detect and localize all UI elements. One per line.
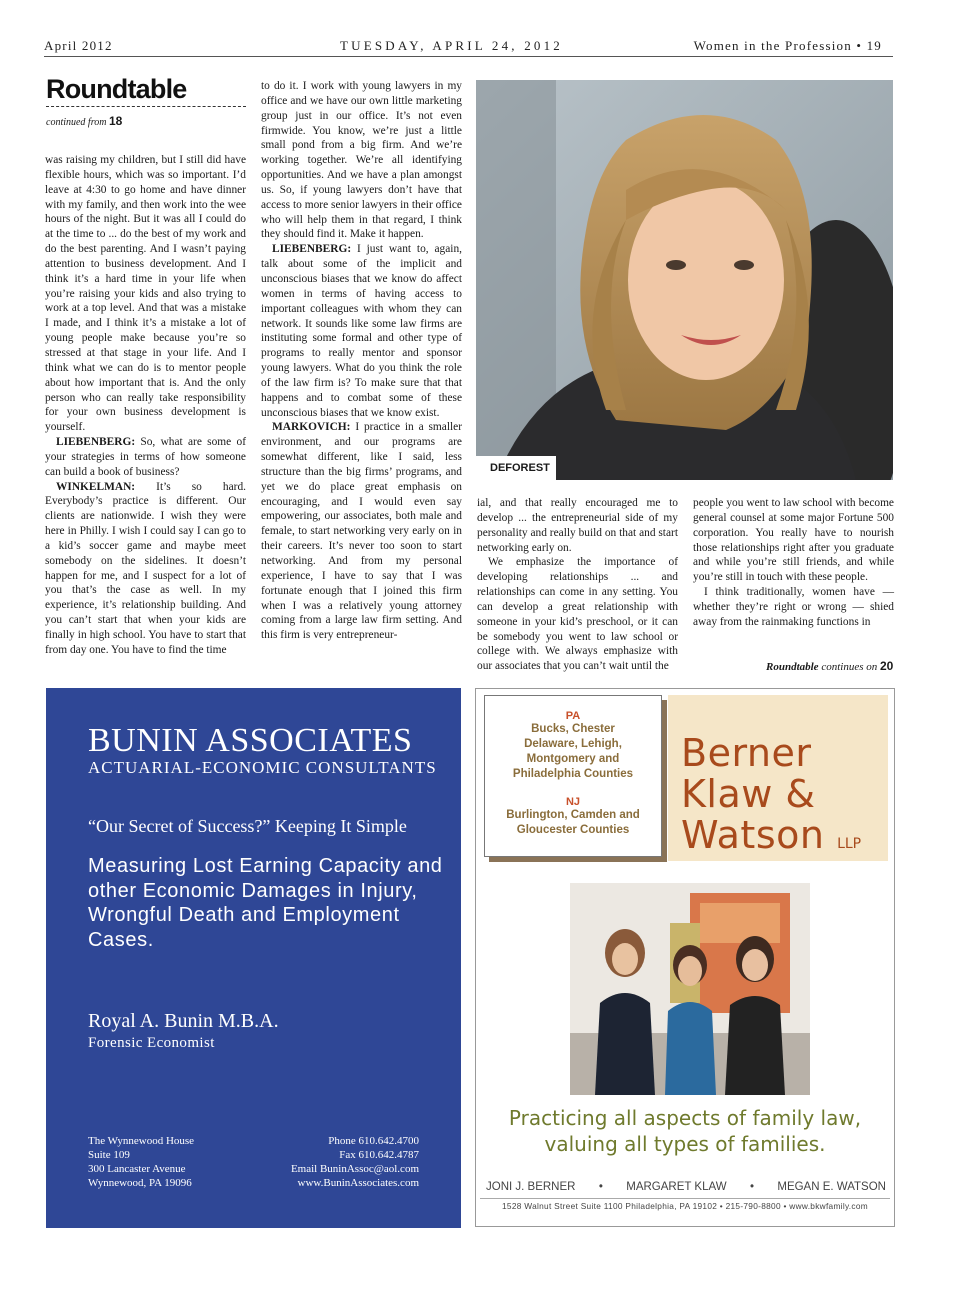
- issue-label: April 2012: [44, 38, 113, 53]
- address-line: 300 Lancaster Avenue: [88, 1163, 186, 1175]
- ad-address: [88, 1134, 194, 1190]
- state-label-nj: NJ: [565, 796, 581, 808]
- county-line: Burlington, Camden and: [506, 809, 640, 821]
- continues-on: [766, 659, 893, 673]
- partner-name: JONI J. BERNER: [486, 1181, 576, 1193]
- state-label-pa: PA: [565, 710, 581, 722]
- speaker-photo: [476, 80, 893, 480]
- address-line: Suite 109: [88, 1149, 130, 1161]
- address-line: The Wynnewood House: [88, 1135, 195, 1147]
- article-column-2: [261, 79, 462, 643]
- county-line: Delaware, Lehigh,: [524, 738, 622, 750]
- article-column-1: [45, 153, 246, 658]
- footer-rule: [480, 1198, 890, 1199]
- bunin-associates-ad[interactable]: [46, 688, 461, 1228]
- partners-illustration: [570, 883, 810, 1095]
- county-line: Bucks, Chester: [531, 723, 615, 735]
- section-label: Women in the Profession • 19: [693, 38, 882, 53]
- partners-photo: [570, 883, 810, 1095]
- paragraph-text: I just want to, again, talk about some of the implicit and unconscious biases that we know do affect women in terms of having access to important colleagues with whom they can network. It sounds like some law firms are instituting some formal and other type of programs to really mentor and sponsor young lawyers. What do you think the role of the law firm is? To make sure that that happens and to combat some of these unconscious biases that we know exist.: [261, 243, 462, 419]
- paragraph-text: So, what are some of your strategies in terms of how someone can build a book of business?: [45, 436, 246, 478]
- phone-line: Phone 610.642.4700: [328, 1135, 419, 1147]
- ad-footer-contact[interactable]: 1528 Walnut Street Suite 1100 Philadelphia, PA 19102 • 215-790-8800 • www.bkwfamily.com: [502, 1201, 868, 1211]
- ad-contact: [291, 1134, 419, 1190]
- ad-person-title: Forensic Economist: [88, 1035, 215, 1051]
- paragraph: We emphasize the importance of developing relationships ... and relationships can come in any setting. You can develop a great relationship with someone in your kid’s preschool, or it can be somebody you went to law school or college with. We always emphasize with our associates that you can’t wait until the: [477, 556, 678, 673]
- paragraph: was raising my children, but I still did have flexible hours, which was so important. I’d leave at 4:30 to go home and have dinner with my family, and then work into the wee hours of the night. But it was all I could do at the time to ... do the best of my work and do the best parenting. And I wasn’t paying attention to business development. And I think it’s a hard time in your life when you’re raising your kids and also trying to work at a top level. And that was a mistake I made, and I think it’s a mistake a lot of young people make because you’re so stressed at that stage in your life. And I think what we can do is to mentor people about how important that is. And the only person who can really take responsibility for your own business development is yourself.: [45, 154, 246, 434]
- continued-from-page: 18: [108, 114, 123, 128]
- paragraph: [261, 420, 462, 643]
- paragraph: [45, 480, 246, 658]
- firm-name-line: Berner: [681, 731, 812, 775]
- email-link[interactable]: Email BuninAssoc@aol.com: [290, 1163, 419, 1175]
- county-line: Philadelphia Counties: [512, 768, 634, 780]
- paragraph-text: It’s so hard. Everybody’s practice is different. Our clients are nationwide. I wish they were here in Philly. I wish I could say I can go to a kid’s soccer game and maybe meet somebody on the sidelines. It doesn’t happen for me, and I suspect for a lot of you that’s the case as well. In my experience, it’s relationship building. And you can’t start that when your kids are finally in high school. You have to start that from day one. You have to find the time: [45, 480, 246, 656]
- speaker-name: LIEBENBERG:: [56, 436, 136, 449]
- article-column-4: [693, 496, 894, 630]
- partner-name: MEGAN E. WATSON: [777, 1181, 886, 1193]
- speaker-name: WINKELMAN:: [56, 480, 136, 493]
- continues-title: Roundtable: [766, 661, 819, 673]
- article-column-3: [477, 496, 678, 674]
- ad-tagline: Practicing all aspects of family law, valuing all types of families.: [508, 1106, 862, 1156]
- header-rule: [44, 56, 893, 57]
- county-line: Gloucester Counties: [516, 824, 630, 836]
- article-title: Roundtable: [46, 74, 187, 104]
- continued-from-label: continued from: [46, 117, 107, 128]
- service-area-box: [484, 695, 662, 857]
- partner-list: [486, 1181, 886, 1193]
- issue-date: TUESDAY, APRIL 24, 2012: [340, 38, 564, 53]
- photo-caption: DEFOREST: [476, 456, 556, 480]
- fax-line: Fax 610.642.4787: [339, 1149, 419, 1161]
- ad-firm-subtitle: ACTUARIAL-ECONOMIC CONSULTANTS: [88, 758, 437, 777]
- firm-name-line: Watson: [681, 813, 825, 857]
- website-link[interactable]: www.BuninAssociates.com: [297, 1177, 419, 1189]
- ad-services: Measuring Lost Earning Capacity and other Economic Damages in Injury, Wrongful Death and Employment Cases.: [88, 855, 443, 951]
- ad-slogan: “Our Secret of Success?” Keeping It Simple: [88, 816, 407, 836]
- paragraph: [45, 435, 246, 480]
- paragraph: people you went to law school with become general counsel at some major Fortune 500 corporation. You really have to nourish those relationships right after you graduate and while you’re still friends, and while you’re still in touch with these people.: [693, 497, 894, 584]
- continues-label: continues on: [821, 661, 878, 673]
- county-line: Montgomery and: [526, 753, 620, 765]
- paragraph: to do it. I work with young lawyers in my office and we have our own little marketing group just in our office. It’s not even firmwide. You know, we’re just a little small pond from a big firm. And we’re working together. We’re all identifying opportunities. And we have a plan amongst us. So, if young lawyers don’t have that access to more senior lawyers in their office who will help them in that regard, I think they should find it. Make it happen.: [261, 80, 462, 241]
- paragraph-text: I practice in a smaller environment, and our programs are somewhat different, like I said, less structure than the big firms’ programs, and yet we do place great emphasis on encouraging, and I would even say empowering, our associates, both male and female, to start networking very early on in their careers. It’s never too soon to start networking. And from my personal experience, I have to say that I was fortunate enough that I joined this firm when I was a relatively young attorney coming from a large law firm setting. And this firm is very entrepreneur-: [261, 421, 462, 642]
- address-line: Wynnewood, PA 19096: [88, 1177, 192, 1189]
- ad-person-name: Royal A. Bunin M.B.A.: [88, 1010, 279, 1032]
- paragraph: I think traditionally, women have — whether they’re right or wrong — shied away from the rainmaking functions in: [693, 586, 894, 628]
- firm-name-line: Klaw &: [681, 772, 816, 816]
- partner-name: MARGARET KLAW: [626, 1181, 727, 1193]
- firm-logo-text: [681, 733, 861, 865]
- bullet-separator: •: [749, 1181, 754, 1193]
- paragraph: [261, 242, 462, 420]
- speaker-name: MARKOVICH:: [272, 421, 351, 434]
- title-divider: [46, 106, 246, 107]
- ad-firm-name: BUNIN ASSOCIATES: [88, 722, 413, 759]
- continues-page: 20: [880, 659, 894, 673]
- berner-klaw-watson-ad[interactable]: [475, 688, 895, 1227]
- continued-from: [46, 114, 122, 128]
- speaker-name: LIEBENBERG:: [272, 243, 352, 256]
- bullet-separator: •: [598, 1181, 603, 1193]
- paragraph: ial, and that really encouraged me to develop ... the entrepreneurial side of my personality and really build on that and start networking early on.: [477, 497, 678, 554]
- photo-illustration: [476, 80, 893, 480]
- firm-suffix: LLP: [837, 836, 862, 852]
